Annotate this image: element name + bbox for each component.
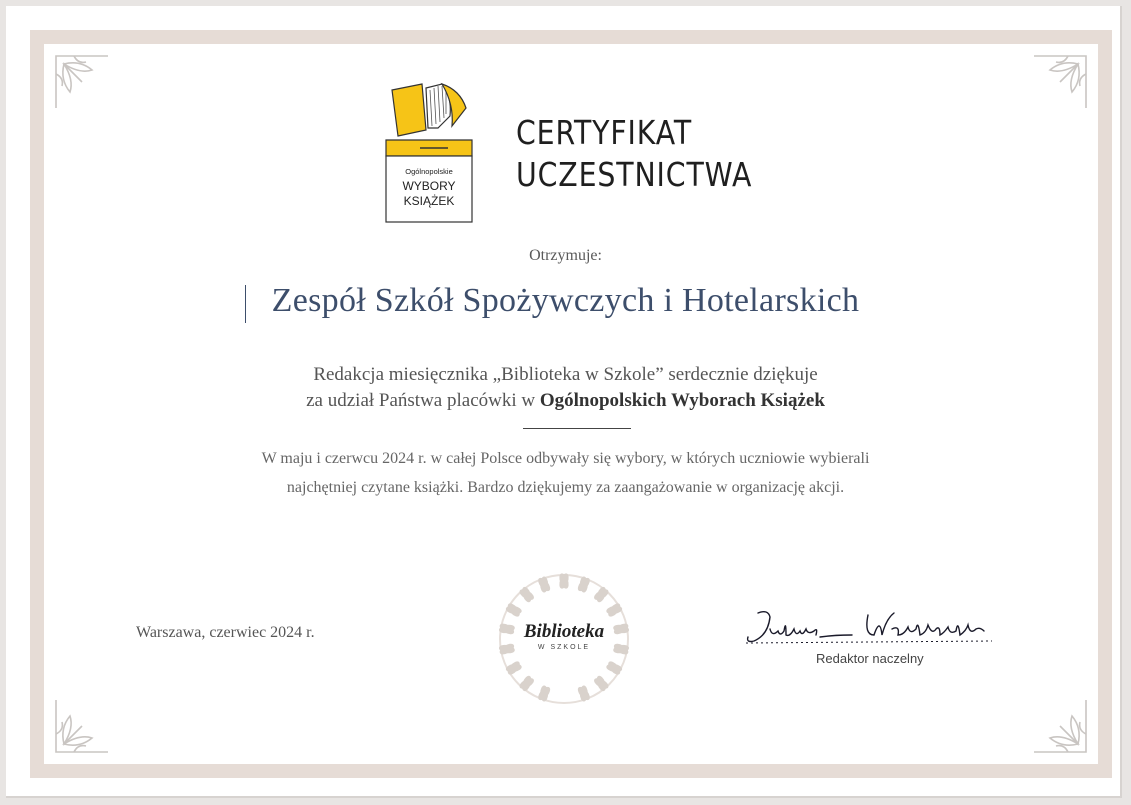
thanks-text [0, 362, 1131, 414]
thanks-line1: Redakcja miesięcznika „Biblioteka w Szkole” serdecznie dziękuje [313, 364, 818, 385]
title-line2: UCZESTNICTWA [516, 155, 753, 194]
description-text [0, 444, 1131, 502]
corner-ornament-top-right-icon [1030, 52, 1090, 112]
recipient-name[interactable]: Zespół Szkół Spożywczych i Hotelarskich [271, 282, 860, 319]
divider [523, 428, 631, 429]
biblioteka-seal-stamp [496, 571, 632, 707]
seal-subtitle: W SZKOLE [537, 644, 591, 651]
logo-line1: Ogólnopolskie [405, 167, 453, 176]
place-date: Warszawa, czerwiec 2024 r. [136, 624, 315, 641]
wybory-ksiazek-logo [382, 82, 482, 224]
handwritten-signature [744, 605, 994, 653]
thanks-line2-prefix: za udział Państwa placówki w [306, 390, 540, 411]
certificate-title [516, 112, 752, 196]
open-book-icon [392, 84, 466, 136]
thanks-line2 [0, 388, 1131, 414]
corner-ornament-bottom-right-icon [1030, 696, 1090, 756]
logo-line2: WYBORY [402, 179, 456, 193]
corner-ornament-bottom-left-icon [52, 696, 112, 756]
logo-line3: KSIĄŻEK [403, 194, 455, 208]
corner-ornament-top-left-icon [52, 52, 112, 112]
title-line1: CERTYFIKAT [516, 113, 693, 152]
description-line1: W maju i czerwcu 2024 r. w całej Polsce odbywały się wybory, w których uczniowie wybierali [261, 450, 870, 467]
description-line2: najchętniej czytane książki. Bardzo dziękujemy za zaangażowanie w organizację akcji. [286, 479, 845, 496]
seal-name: Biblioteka [523, 621, 605, 642]
event-name: Ogólnopolskich Wyborach Książek [539, 390, 825, 411]
signatory-role: Redaktor naczelny [816, 651, 924, 666]
receives-label: Otrzymuje: [529, 247, 602, 264]
